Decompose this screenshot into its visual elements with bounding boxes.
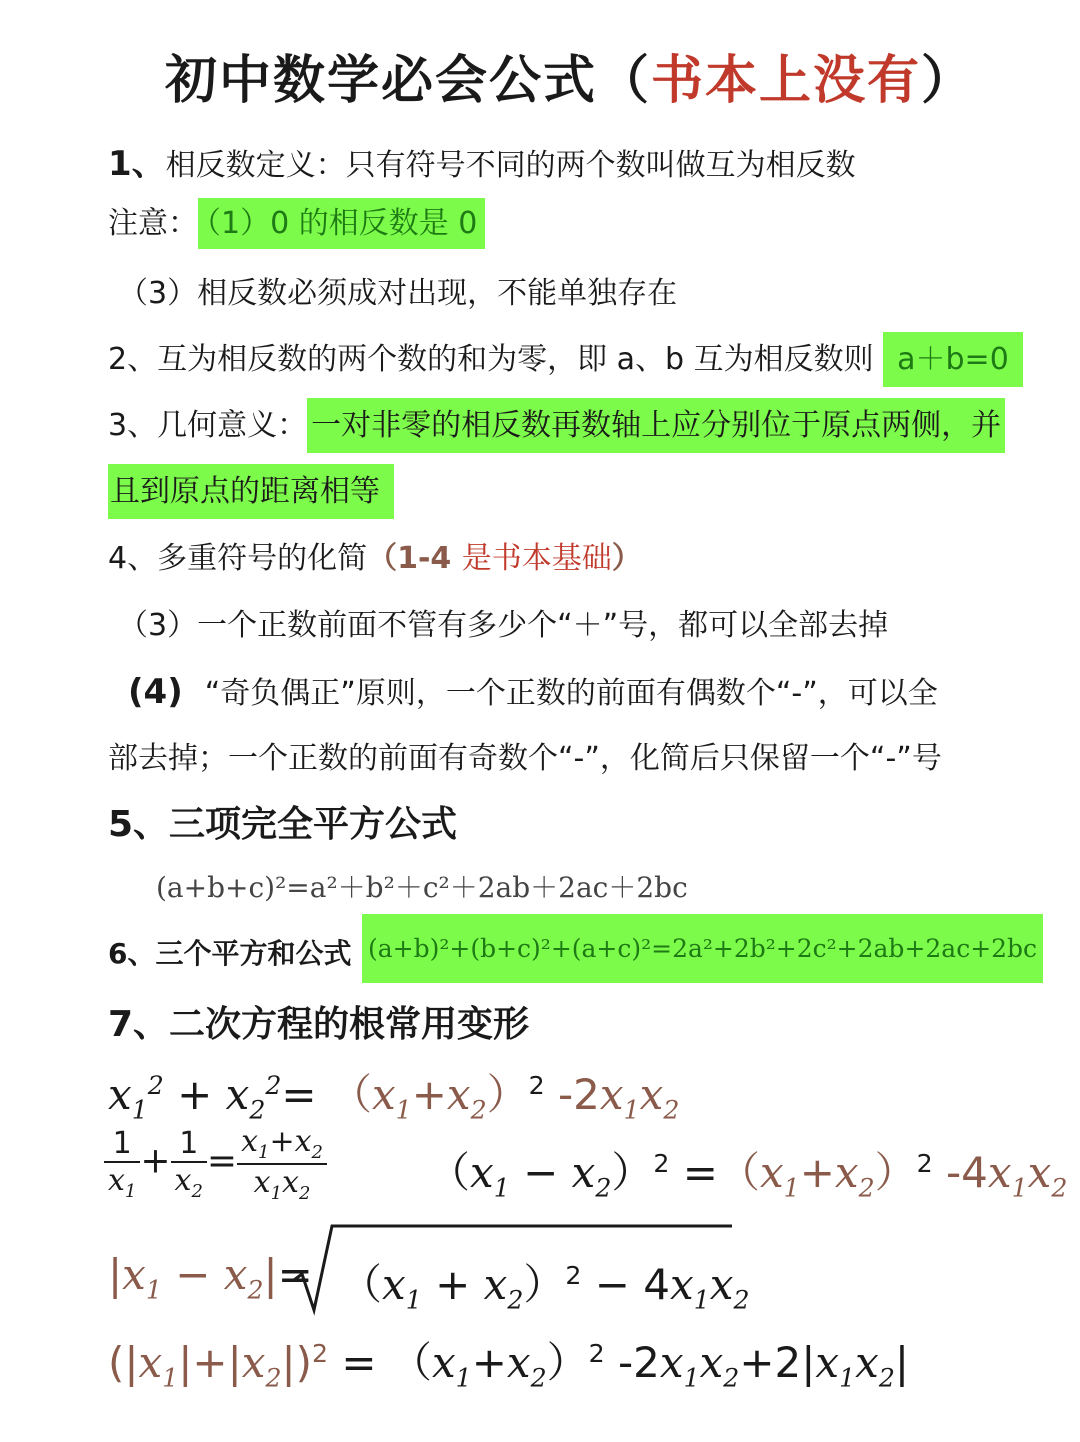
item5-heading: 5、三项完全平方公式 [108, 804, 458, 845]
note3-line: （3）相反数必须成对出现，不能单独存在 [118, 276, 678, 311]
item2-highlight: a＋b=0 [883, 332, 1023, 387]
formula-sum-of-squares: $x_1^2 + x_2^2= (x_1+x_2)^2$ $-2x_1x_2$ [108, 1070, 680, 1125]
item2-line [108, 334, 1023, 378]
note-line [108, 198, 485, 242]
formula-abs-difference: $|x_1 - x_2|=$ [108, 1250, 313, 1305]
item1-line [108, 136, 856, 185]
item6-formula: (a+b)²+(b+c)²+(a+c)²=2a²+2b²+2c²+2ab+2ac+2bc [362, 914, 1043, 983]
item1-number: 1、 [108, 144, 166, 184]
item4-paren-close: ） [611, 541, 642, 576]
item7-heading: 7、二次方程的根常用变形 [108, 1004, 530, 1045]
formula-abs-difference-radicand: $(x_1 + x_2)^2 - 4x_1x_2$ [340, 1260, 750, 1315]
item4-4-text1: “奇负偶正”原则，一个正数的前面有偶数个“-”，可以全 [204, 676, 938, 711]
item3-line1 [108, 400, 1005, 444]
item4-text: 4、多重符号的化简 [108, 541, 368, 576]
page-title [165, 38, 975, 113]
item2-text: 2、互为相反数的两个数的和为零，即 a、b 互为相反数则 [108, 342, 884, 377]
item4-4-number: (4) [128, 672, 183, 712]
note-label: 注意： [108, 206, 198, 241]
item4-4-line1 [128, 668, 938, 712]
note-highlight: （1）0 的相反数是 0 [198, 198, 485, 249]
item4-4-line2: 部去掉；一个正数的前面有奇数个“-”，化简后只保留一个“-”号 [108, 741, 942, 776]
formula-reciprocal-sum: $\frac{1}{x_1}$ + $\frac{1}{x_2}$ = $\frac{x_1+x_2}{x_1x_2}$ [104, 1124, 327, 1204]
formula-difference-square: $(x_1 - x_2)^2 =(x_1+x_2)^2$ $-4x_1x_2$ [428, 1148, 1068, 1203]
item1-text: 相反数定义：只有符号不同的两个数叫做互为相反数 [165, 148, 856, 183]
formula-abs-sum-square: $(|x_1|+|x_2|)^2 = (x_1+x_2)^2$ $-2x_1x_2+2|x_1x_2|$ [108, 1338, 909, 1393]
title-main: 初中数学必会公式（ [165, 51, 652, 111]
item4-red-note: 是书本基础 [461, 541, 612, 576]
item4-3-line: （3）一个正数前面不管有多少个“＋”号，都可以全部去掉 [118, 608, 889, 643]
item3-highlight2: 且到原点的距离相等 [108, 464, 394, 519]
item4-line [108, 533, 642, 577]
item6-label: 6、三个平方和公式 [108, 937, 352, 970]
item3-label: 3、几何意义： [108, 408, 308, 443]
item3-highlight1: 一对非零的相反数再数轴上应分别位于原点两侧，并 [307, 398, 1005, 453]
item5-formula: (a+b+c)²=a²＋b²＋c²＋2ab＋2ac＋2bc [156, 871, 688, 904]
title-highlight: 书本上没有 [651, 51, 922, 111]
title-close: ） [921, 51, 976, 111]
item4-paren-open: （1-4 [367, 541, 462, 576]
item3-line2 [108, 466, 394, 510]
